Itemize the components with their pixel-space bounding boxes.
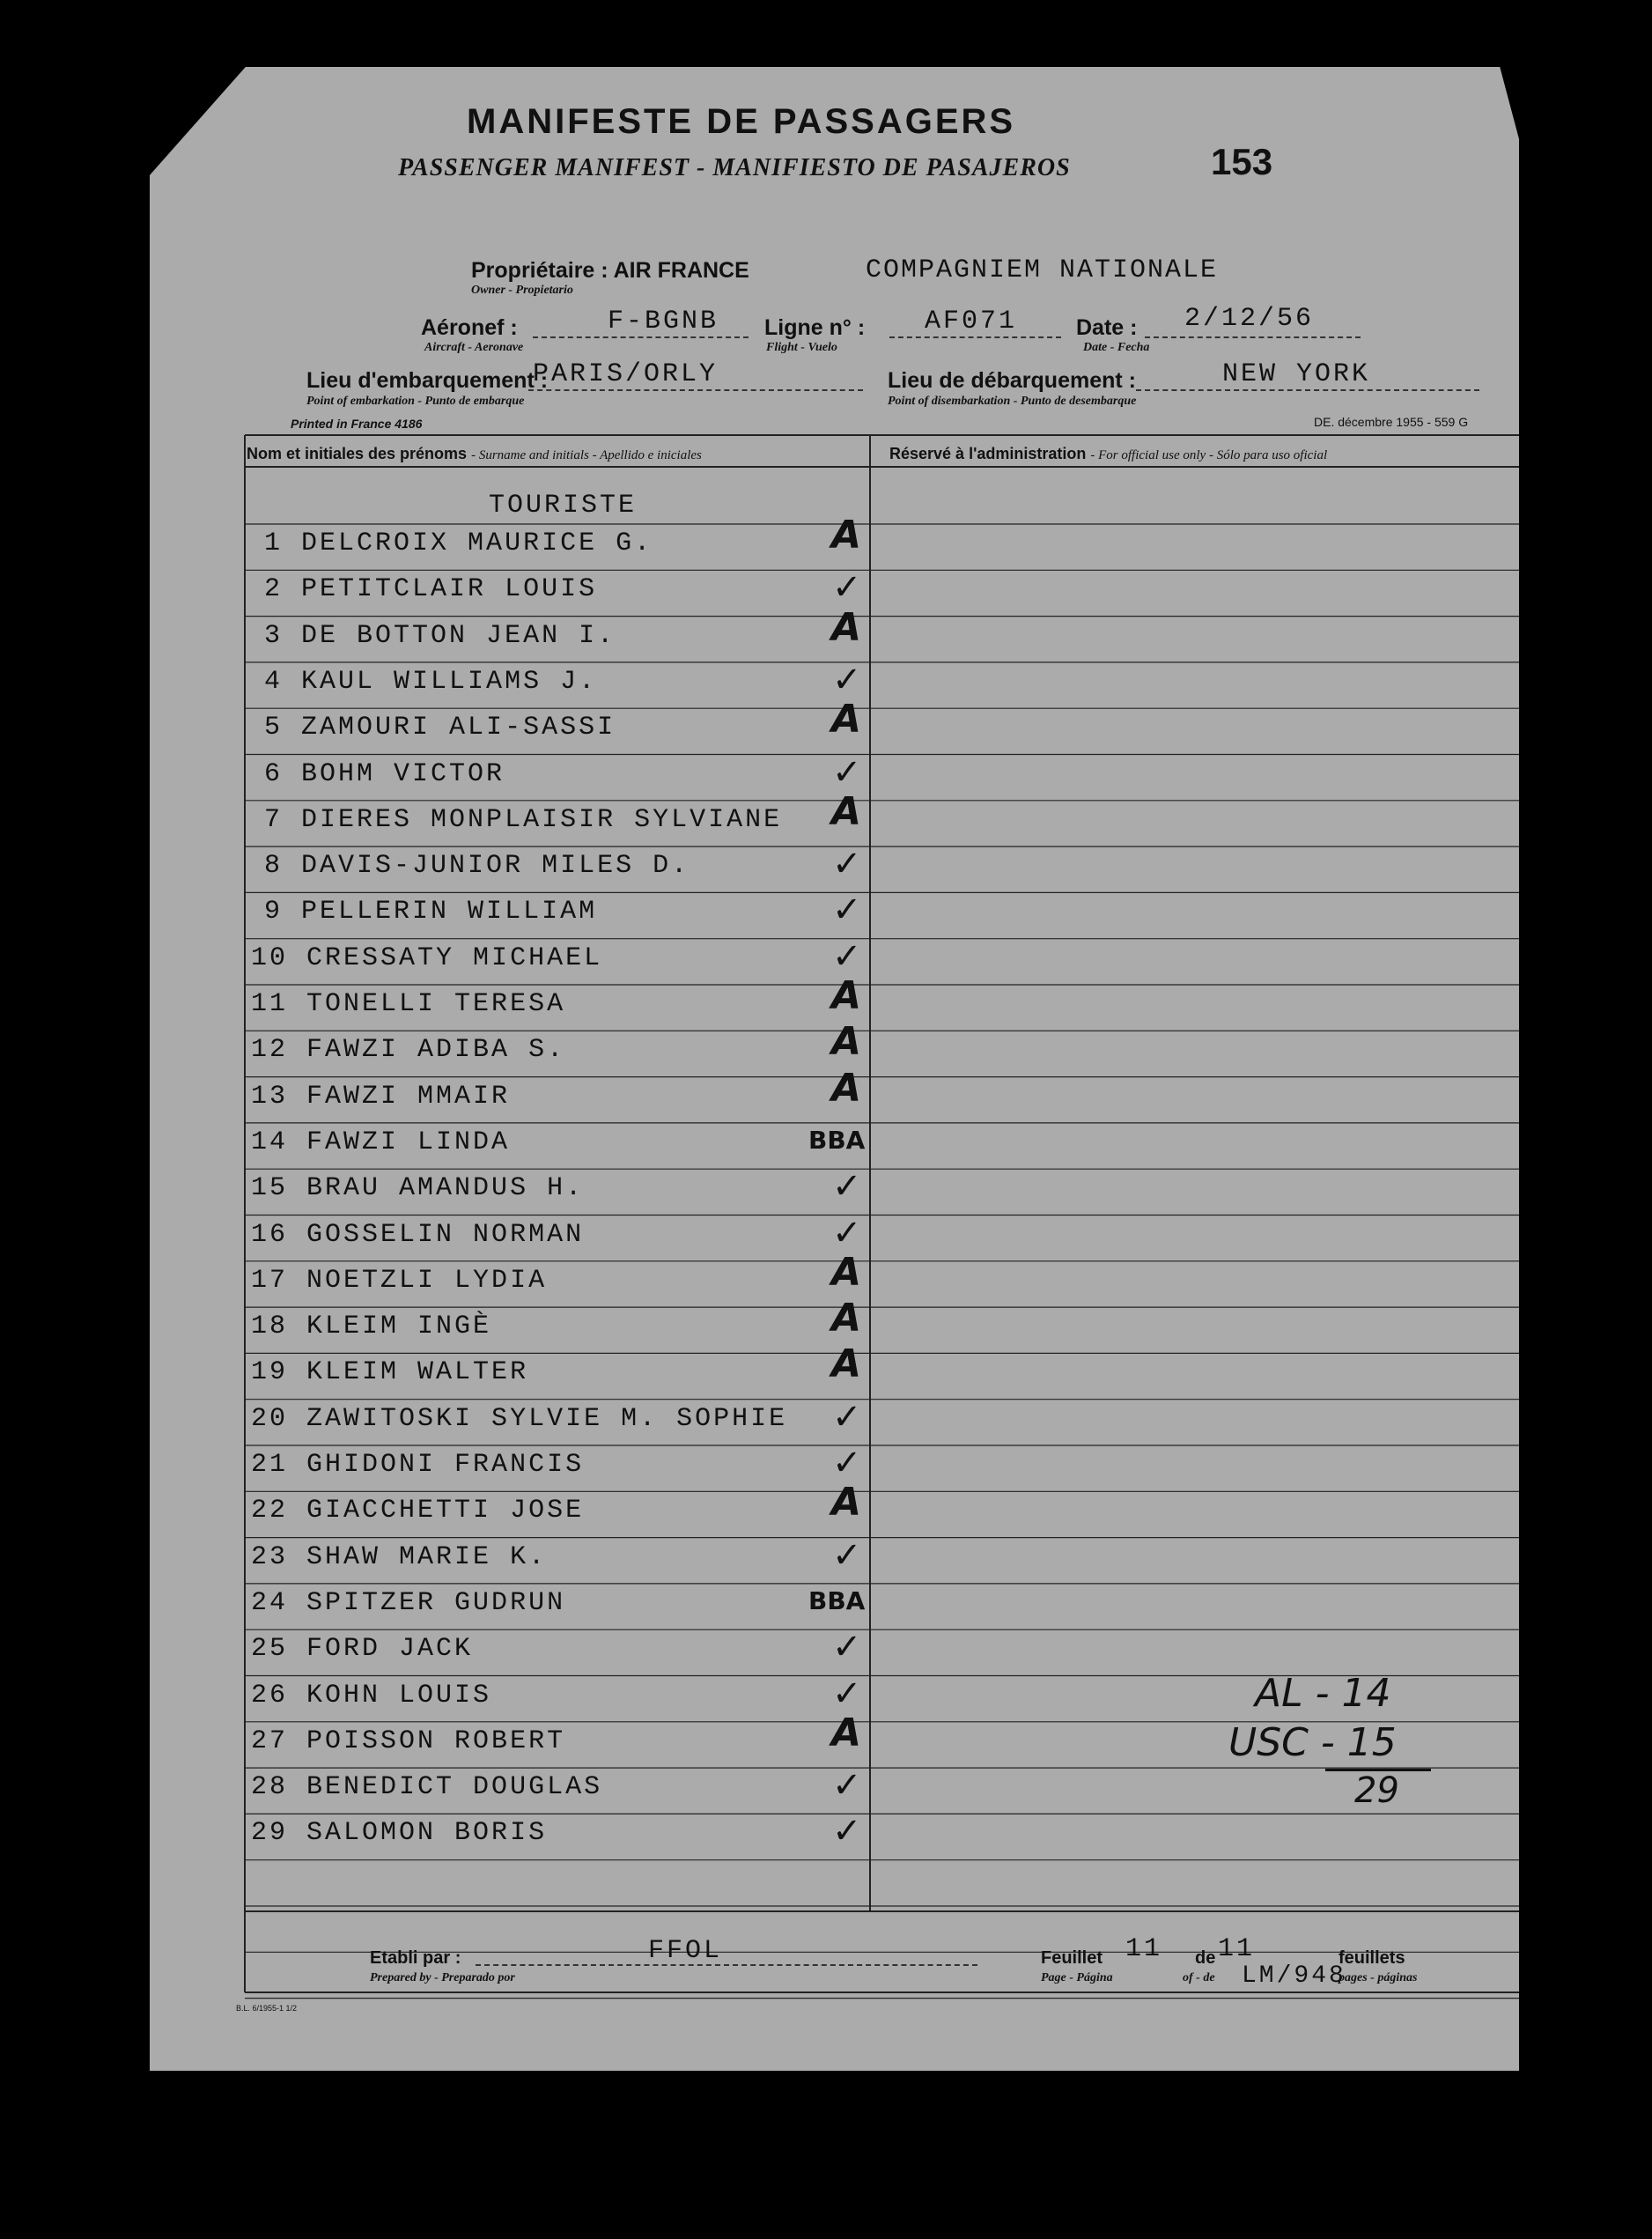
passenger-mark: A: [831, 697, 862, 743]
spacer: [283, 528, 301, 558]
passenger-name-text: TONELLI TERESA: [306, 989, 566, 1019]
passenger-mark: A: [831, 1019, 862, 1065]
spacer: [288, 1082, 306, 1112]
passenger-name: [264, 759, 505, 789]
class-label: TOURISTE: [489, 491, 638, 521]
of-label: de: [1195, 1948, 1216, 1968]
spacer: [288, 1496, 306, 1526]
form-ref: DE. décembre 1955 - 559 G: [1314, 415, 1469, 429]
passenger-mark: A: [831, 604, 862, 650]
passenger-mark: A: [831, 1480, 862, 1526]
passenger-name-text: FAWZI LINDA: [306, 1127, 511, 1157]
sheets-sub: pages - páginas: [1339, 1971, 1418, 1984]
passenger-number: 9: [264, 897, 284, 927]
passenger-name: [251, 1127, 510, 1157]
passenger-name: [251, 1173, 584, 1203]
passenger-name-text: KLEIM WALTER: [306, 1357, 529, 1388]
passenger-name-text: SHAW MARIE K.: [306, 1541, 548, 1572]
passenger-number: 11: [251, 989, 289, 1019]
check-mark-icon: ✓: [832, 1534, 862, 1576]
passenger-name-text: POISSON ROBERT: [306, 1725, 566, 1756]
passenger-name-text: FORD JACK: [306, 1634, 474, 1665]
aircraft-value: F-BGNB: [608, 307, 719, 336]
passenger-number: 20: [251, 1403, 289, 1434]
check-mark-icon: ✓: [832, 1765, 862, 1807]
check-mark-icon: ✓: [832, 567, 862, 609]
line-value: AF071: [925, 307, 1018, 336]
page-title: MANIFESTE DE PASSAGERS: [467, 102, 1016, 141]
spacer: [283, 897, 301, 927]
spacer: [288, 1357, 306, 1387]
passenger-mark: BBA: [808, 1125, 866, 1155]
passenger-number: 10: [251, 942, 289, 973]
date-value: 2/12/56: [1184, 304, 1315, 334]
passenger-number: 25: [251, 1634, 289, 1665]
passenger-name: [251, 1681, 491, 1711]
passenger-name-text: KOHN LOUIS: [306, 1680, 492, 1711]
check-mark-icon: ✓: [832, 1811, 862, 1852]
of-sub: of - de: [1183, 1971, 1215, 1984]
passenger-name-text: DELCROIX MAURICE G.: [301, 528, 653, 558]
spacer: [288, 1266, 306, 1296]
check-mark-icon: ✓: [832, 890, 862, 931]
spacer: [288, 1681, 306, 1711]
passenger-name: [251, 1035, 565, 1065]
passenger-number: 14: [251, 1127, 289, 1157]
passenger-name-text: FAWZI ADIBA S.: [306, 1035, 566, 1066]
passenger-mark: A: [831, 1296, 862, 1341]
embark-sub: Point of embarkation - Punto de embarque: [306, 395, 525, 408]
spacer: [288, 1818, 306, 1848]
passenger-name-text: KAUL WILLIAMS J.: [301, 666, 598, 697]
page-number: 153: [1211, 141, 1273, 182]
passenger-name-text: FAWZI MMAIR: [306, 1081, 511, 1112]
passenger-name-text: CRESSATY MICHAEL: [306, 942, 603, 973]
sheet-label: Feuillet: [1041, 1948, 1103, 1968]
passenger-name-text: GHIDONI FRANCIS: [306, 1450, 585, 1480]
passenger-mark: A: [831, 1065, 862, 1111]
passenger-name: [264, 851, 690, 881]
check-mark-icon: ✓: [832, 1212, 862, 1253]
column-header-admin-sub: - For official use only - Sólo para uso oficial: [1090, 448, 1328, 462]
passenger-number: 8: [264, 851, 284, 882]
passenger-number: 12: [251, 1035, 289, 1066]
spacer: [288, 1772, 306, 1802]
disembark-value: NEW YORK: [1222, 359, 1371, 389]
passenger-name-text: DE BOTTON JEAN I.: [301, 620, 616, 651]
passenger-name: [251, 1588, 565, 1618]
printed-note: Printed in France 4186: [291, 417, 423, 431]
passenger-name: [251, 943, 602, 973]
spacer: [288, 1404, 306, 1434]
prepared-sub: Prepared by - Preparado por: [370, 1971, 515, 1984]
passenger-number: 23: [251, 1541, 289, 1572]
date-sub: Date - Fecha: [1083, 341, 1150, 354]
tally-total: 29: [1354, 1770, 1399, 1811]
passenger-name: [264, 713, 616, 743]
passenger-mark: A: [831, 1710, 862, 1755]
passenger-name: [251, 989, 565, 1019]
passenger-name: [264, 621, 616, 651]
passenger-number: 17: [251, 1265, 289, 1296]
passenger-mark: A: [831, 1249, 862, 1295]
passenger-name-text: SPITZER GUDRUN: [306, 1587, 566, 1618]
spacer: [288, 1035, 306, 1065]
line-label: Ligne n° :: [764, 315, 866, 340]
passenger-name: [264, 805, 782, 835]
spacer: [283, 851, 301, 881]
passenger-name: [251, 1726, 565, 1756]
sheet-value: 11: [1125, 1934, 1163, 1964]
owner-label: Propriétaire : AIR FRANCE: [471, 258, 749, 283]
column-header-names: [247, 445, 702, 463]
passenger-name-text: GIACCHETTI JOSE: [306, 1496, 585, 1526]
prepared-underline: [476, 1964, 977, 1966]
spacer: [288, 1450, 306, 1480]
check-mark-icon: ✓: [832, 844, 862, 885]
passenger-name: [264, 528, 653, 558]
passenger-name: [251, 1082, 510, 1112]
check-mark-icon: ✓: [832, 1627, 862, 1668]
passenger-name: [251, 1357, 528, 1387]
passenger-name-text: KLEIM INGÈ: [306, 1312, 492, 1342]
passenger-name-text: PETITCLAIR LOUIS: [301, 574, 598, 605]
passenger-mark: A: [831, 973, 862, 1018]
disembark-sub: Point of disembarkation - Punto de desembarque: [888, 395, 1137, 408]
passenger-mark: BBA: [808, 1585, 866, 1615]
passenger-number: 19: [251, 1357, 289, 1388]
passenger-name-text: ZAWITOSKI SYLVIE M. SOPHIE: [306, 1403, 788, 1434]
passenger-number: 18: [251, 1312, 289, 1342]
spacer: [288, 1173, 306, 1203]
passenger-number: 27: [251, 1725, 289, 1756]
aircraft-label: Aéronef :: [421, 315, 518, 340]
form-reference-stamp: LM/948: [1242, 1962, 1346, 1990]
check-mark-icon: ✓: [832, 1443, 862, 1483]
check-mark-icon: ✓: [832, 1673, 862, 1714]
passenger-name: [251, 1818, 547, 1848]
passenger-name: [251, 1266, 547, 1296]
column-header-admin: [889, 445, 1327, 463]
passenger-name: [251, 1772, 602, 1802]
spacer: [288, 1542, 306, 1572]
passenger-number: 22: [251, 1496, 289, 1526]
owner-sub: Owner - Propietario: [471, 284, 573, 297]
passenger-number: 5: [264, 713, 284, 743]
passenger-number: 24: [251, 1587, 289, 1618]
passenger-number: 2: [264, 574, 284, 605]
passenger-name: [251, 1404, 787, 1434]
passenger-mark: A: [831, 788, 862, 834]
passenger-name: [264, 897, 597, 927]
column-header-names-sub: - Surname and initials - Apellido e iniciales: [471, 448, 702, 462]
passenger-name-text: SALOMON BORIS: [306, 1818, 548, 1849]
passenger-name-text: DAVIS-JUNIOR MILES D.: [301, 851, 690, 882]
spacer: [288, 1220, 306, 1250]
check-mark-icon: ✓: [832, 1396, 862, 1437]
passenger-name: [251, 1496, 584, 1526]
print-code: B.L. 6/1955-1 1/2: [236, 2004, 298, 2013]
spacer: [288, 943, 306, 973]
check-mark-icon: ✓: [832, 751, 862, 793]
passenger-number: 13: [251, 1081, 289, 1112]
passenger-number: 28: [251, 1772, 289, 1803]
embark-value: PARIS/ORLY: [533, 359, 719, 389]
passenger-name-text: GOSSELIN NORMAN: [306, 1219, 585, 1250]
passenger-name-text: DIERES MONPLAISIR SYLVIANE: [301, 804, 783, 835]
passenger-number: 16: [251, 1219, 289, 1250]
spacer: [288, 1312, 306, 1341]
passenger-name: [251, 1450, 584, 1480]
passenger-name-text: NOETZLI LYDIA: [306, 1265, 548, 1296]
check-mark-icon: ✓: [832, 935, 862, 977]
sheet-sub: Page - Página: [1041, 1971, 1113, 1984]
spacer: [283, 759, 301, 789]
column-header-names-label: Nom et initiales des prénoms: [247, 445, 468, 462]
passenger-mark: A: [831, 1341, 862, 1387]
passenger-name: [264, 574, 597, 604]
passenger-number: 6: [264, 758, 284, 789]
owner-value: COMPAGNIEM NATIONALE: [866, 255, 1219, 285]
passenger-mark: A: [831, 513, 862, 558]
sheets-label: feuillets: [1339, 1948, 1405, 1968]
passenger-name: [251, 1634, 473, 1664]
aircraft-sub: Aircraft - Aeronave: [424, 341, 524, 354]
spacer: [283, 621, 301, 651]
passenger-name-text: PELLERIN WILLIAM: [301, 897, 598, 927]
date-label: Date :: [1076, 315, 1138, 340]
spacer: [283, 667, 301, 697]
line-sub: Flight - Vuelo: [766, 341, 837, 354]
passenger-name: [251, 1542, 547, 1572]
prepared-value: FFOL: [648, 1936, 723, 1966]
spacer: [288, 989, 306, 1019]
passenger-number: 7: [264, 804, 284, 835]
spacer: [288, 1588, 306, 1618]
check-mark-icon: ✓: [832, 1166, 862, 1208]
spacer: [288, 1634, 306, 1664]
passenger-name: [251, 1220, 584, 1250]
passenger-number: 21: [251, 1450, 289, 1480]
passenger-name: [264, 667, 597, 697]
passenger-name-text: BRAU AMANDUS H.: [306, 1173, 585, 1204]
tally-line-2: USC - 15: [1228, 1720, 1397, 1765]
prepared-label: Etabli par :: [370, 1948, 461, 1968]
passenger-number: 15: [251, 1173, 289, 1204]
passenger-number: 1: [264, 528, 284, 558]
disembark-label: Lieu de débarquement :: [888, 368, 1136, 393]
passenger-name: [251, 1312, 491, 1341]
of-value: 11: [1218, 1934, 1256, 1964]
tally-line-1: AL - 14: [1255, 1671, 1391, 1716]
spacer: [283, 574, 301, 604]
passenger-number: 26: [251, 1680, 289, 1711]
embark-label: Lieu d'embarquement :: [306, 368, 549, 393]
passenger-number: 29: [251, 1818, 289, 1849]
passenger-name-text: ZAMOURI ALI-SASSI: [301, 713, 616, 743]
spacer: [288, 1726, 306, 1756]
spacer: [288, 1127, 306, 1157]
passenger-number: 3: [264, 620, 284, 651]
spacer: [283, 713, 301, 743]
spacer: [283, 805, 301, 835]
passenger-number: 4: [264, 666, 284, 697]
page-subtitle: PASSENGER MANIFEST - MANIFIESTO DE PASAJEROS: [398, 154, 1071, 181]
column-header-admin-label: Réservé à l'administration: [889, 445, 1087, 462]
passenger-name-text: BENEDICT DOUGLAS: [306, 1772, 603, 1803]
passenger-name-text: BOHM VICTOR: [301, 758, 505, 789]
check-mark-icon: ✓: [832, 659, 862, 700]
